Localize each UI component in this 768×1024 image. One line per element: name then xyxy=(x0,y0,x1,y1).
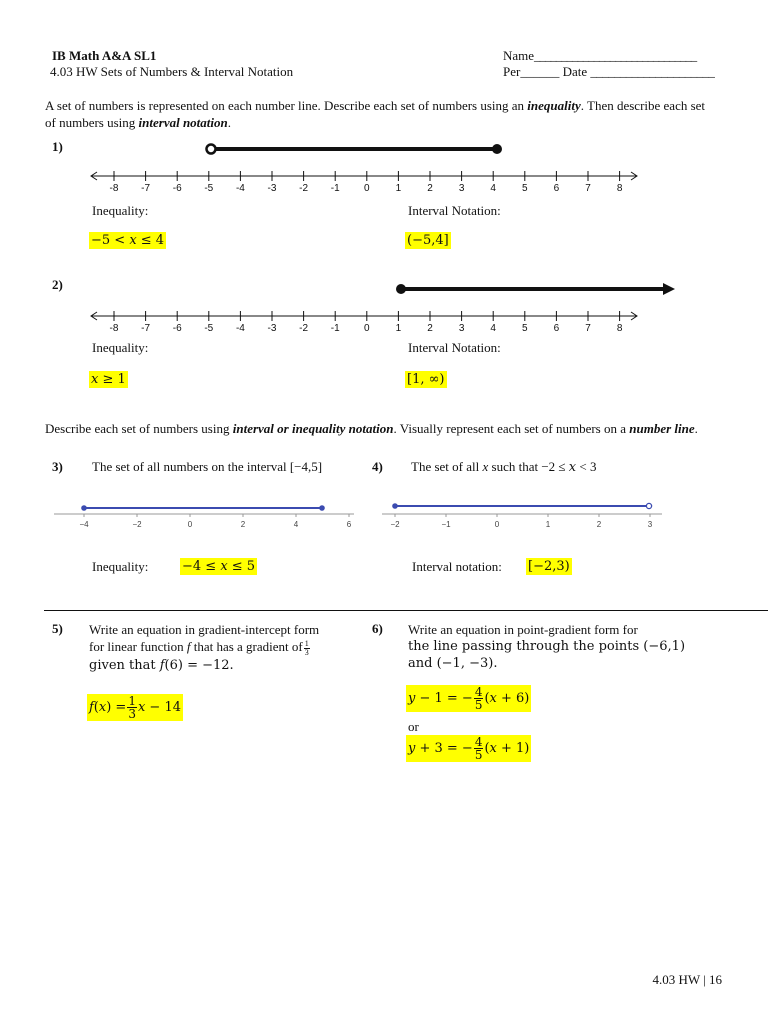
problem-2-number: 2) xyxy=(52,277,63,292)
tick-label: 1 xyxy=(395,183,402,194)
problem-5-line-2-text-b: that has a gradient of xyxy=(190,639,303,654)
part1-instr-text-a: A set of numbers is represented on each number line. Describe each set of numbers using an xyxy=(45,98,528,113)
date-blank: _____________________ xyxy=(590,64,715,79)
problem-6-ans2-post: (𝑥 + 1) xyxy=(484,741,530,756)
problem-3-answer: −4 ≤ 𝑥 ≤ 5 xyxy=(182,559,256,574)
name-label: Name xyxy=(503,48,535,63)
problem-2-inequality-label: Inequality: xyxy=(92,340,149,355)
problem-4-open-endpoint xyxy=(646,503,651,508)
problem-5-ans-pre: 𝑓(𝑥) = xyxy=(89,700,127,715)
problem-6-line-2: the line passing through the points (−6,1) xyxy=(408,639,686,654)
tick-label: -6 xyxy=(172,183,182,194)
tick-label: -3 xyxy=(267,183,277,194)
problem-2-arrow-icon xyxy=(663,283,675,295)
problem-4-answer-label: Interval notation: xyxy=(412,559,502,574)
problem-1-interval-label: Interval Notation: xyxy=(408,203,501,218)
tick-label: 4 xyxy=(490,323,496,334)
tick-label: 5 xyxy=(522,323,528,334)
tick-label: 4 xyxy=(293,520,299,529)
problem-6-line-3: and (−1, −3). xyxy=(408,656,498,671)
part2-instructions xyxy=(45,420,725,437)
problem-3-answer-label: Inequality: xyxy=(92,559,149,574)
problem-5-line-2-var: f xyxy=(186,639,191,654)
tick-label: -8 xyxy=(109,323,119,334)
tick-label: -2 xyxy=(299,183,309,194)
problem-2-interval-label: Interval Notation: xyxy=(408,340,501,355)
problem-4-ticks xyxy=(390,514,652,529)
problem-5-line-1: Write an equation in gradient-intercept form xyxy=(89,622,320,637)
per-blank: ______ xyxy=(520,64,560,79)
problem-5-ans-num: 1 xyxy=(128,694,136,708)
problem-3-ticks xyxy=(79,514,351,529)
problem-2-number-line xyxy=(85,278,685,334)
tick-label: 6 xyxy=(553,183,560,194)
problem-1-open-endpoint xyxy=(207,145,216,154)
problem-4-number: 4) xyxy=(372,459,383,474)
part2-instr-text-c: . xyxy=(694,421,698,436)
tick-label: -2 xyxy=(299,323,309,334)
tick-label: 2 xyxy=(427,323,433,334)
course-title: IB Math A&A SL1 xyxy=(52,48,157,63)
date-label: Date xyxy=(562,64,588,79)
tick-label: -5 xyxy=(204,323,214,334)
tick-label: 5 xyxy=(522,183,528,194)
problem-3-closed-left-endpoint xyxy=(81,505,87,511)
tick-label: −1 xyxy=(441,520,451,529)
tick-label: 3 xyxy=(458,323,465,334)
problem-5-ans-den: 3 xyxy=(128,707,136,721)
problem-4-prompt xyxy=(411,459,596,475)
part1-instr-text-c: . xyxy=(227,115,231,130)
problem-6-ans1-pre: 𝑦 − 1 = − xyxy=(408,691,473,706)
problem-6-answer-2 xyxy=(406,735,531,762)
problem-3-number: 3) xyxy=(52,459,63,474)
tick-label: -4 xyxy=(235,323,245,334)
problem-4-prompt-b: such that −2 ≤ 𝑥 < 3 xyxy=(488,459,597,474)
problem-5-gradient-fraction xyxy=(304,640,310,657)
tick-label: 2 xyxy=(427,183,433,194)
tick-label: -6 xyxy=(172,323,182,334)
tick-label: 1 xyxy=(395,323,402,334)
problem-5-line-2 xyxy=(89,638,359,657)
tick-label: 0 xyxy=(187,520,193,529)
problem-6-ans1-post: (𝑥 + 6) xyxy=(484,691,530,706)
problem-4-closed-endpoint xyxy=(392,503,398,509)
problem-2-interval-answer: [1, ∞) xyxy=(407,372,445,387)
tick-label: 1 xyxy=(545,520,551,529)
problem-4-answer: [−2,3) xyxy=(528,559,570,574)
tick-label: 0 xyxy=(494,520,500,529)
part1-instr-em-inequality: inequality xyxy=(527,98,581,113)
tick-label: 8 xyxy=(616,323,623,334)
part2-instr-text-a: Describe each set of numbers using xyxy=(45,421,233,436)
problem-6-ans2-pre: 𝑦 + 3 = − xyxy=(408,741,473,756)
per-date-line xyxy=(503,64,714,80)
section-divider xyxy=(44,610,768,611)
tick-label: 6 xyxy=(553,323,560,334)
problem-1-inequality-label: Inequality: xyxy=(92,203,149,218)
tick-label: 0 xyxy=(364,323,370,334)
assignment-title: 4.03 HW Sets of Numbers & Interval Notation xyxy=(50,64,294,79)
tick-label: 4 xyxy=(490,183,496,194)
problem-6-ans2-num: 4 xyxy=(474,735,483,749)
tick-label: 6 xyxy=(346,520,352,529)
tick-label: 7 xyxy=(585,183,591,194)
problem-5-ans-post: 𝑥 − 14 xyxy=(137,700,181,715)
name-blank: ______________________________ xyxy=(534,48,697,63)
tick-label: -4 xyxy=(235,183,245,194)
problem-3-closed-right-endpoint xyxy=(319,505,325,511)
problem-1-number-line xyxy=(85,138,655,194)
problem-2-closed-endpoint xyxy=(396,284,406,294)
problem-5-prompt xyxy=(89,621,359,674)
tick-label: 3 xyxy=(458,183,465,194)
problem-6-prompt xyxy=(408,621,708,672)
problem-1-ticks xyxy=(91,171,637,194)
tick-label: 8 xyxy=(616,183,623,194)
problem-6-ans1-num: 4 xyxy=(474,685,483,699)
tick-label: -8 xyxy=(109,183,119,194)
part2-instr-em-number-line: number line xyxy=(629,421,695,436)
tick-label: −4 xyxy=(79,520,89,529)
problem-6-ans1-den: 5 xyxy=(474,698,483,712)
page-footer: 4.03 HW | 16 xyxy=(652,972,722,987)
problem-5-answer xyxy=(87,694,183,721)
problem-6-answer-1 xyxy=(406,685,531,712)
problem-6-or: or xyxy=(408,719,419,734)
tick-label: 0 xyxy=(364,183,370,194)
problem-6-line-1: Write an equation in point-gradient form for xyxy=(408,622,638,637)
per-label: Per xyxy=(503,64,521,79)
tick-label: 7 xyxy=(585,323,591,334)
problem-3-number-line xyxy=(52,500,357,536)
problem-4-number-line xyxy=(380,498,665,534)
tick-label: -1 xyxy=(330,323,340,334)
problem-2-inequality-answer: 𝑥 ≥ 1 xyxy=(91,372,126,387)
problem-4-prompt-var: x xyxy=(482,459,489,474)
tick-label: -1 xyxy=(330,183,340,194)
tick-label: -5 xyxy=(204,183,214,194)
problem-5-line-2-text: for linear function xyxy=(89,639,187,654)
problem-1-closed-endpoint xyxy=(492,144,502,154)
tick-label: -7 xyxy=(141,183,151,194)
problem-6-number: 6) xyxy=(372,621,383,636)
problem-1-number: 1) xyxy=(52,139,63,154)
problem-5-line-3: given that 𝑓(6) = −12. xyxy=(89,657,234,673)
problem-5-number: 5) xyxy=(52,621,63,636)
tick-label: -7 xyxy=(141,323,151,334)
tick-label: 2 xyxy=(240,520,246,529)
tick-label: -3 xyxy=(267,323,277,334)
problem-3-prompt: The set of all numbers on the interval [−4,5] xyxy=(92,459,323,474)
problem-5-frac-den: 3 xyxy=(304,647,309,657)
part2-instr-em-notation: interval or inequality notation xyxy=(232,421,394,436)
tick-label: −2 xyxy=(390,520,400,529)
problem-5-frac-num: 1 xyxy=(304,638,309,648)
problem-1-interval-answer: (−5,4] xyxy=(407,233,449,248)
problem-6-ans2-den: 5 xyxy=(474,748,483,762)
part1-instr-em-interval: interval notation xyxy=(138,115,228,130)
name-line xyxy=(503,48,696,64)
problem-4-prompt-a: The set of all xyxy=(411,459,483,474)
tick-label: −2 xyxy=(132,520,142,529)
part1-instr-text-b: . Then describe each set of numbers using xyxy=(45,98,706,130)
part2-instr-text-b: . Visually represent each set of numbers on a xyxy=(393,421,630,436)
part1-instructions xyxy=(45,97,715,131)
problem-2-ticks xyxy=(91,311,637,334)
problem-1-inequality-answer: −5 < 𝑥 ≤ 4 xyxy=(91,233,165,248)
tick-label: 2 xyxy=(596,520,602,529)
problem-6-ans1-fraction xyxy=(474,686,484,711)
problem-5-ans-fraction xyxy=(127,695,137,720)
problem-6-ans2-fraction xyxy=(474,736,484,761)
tick-label: 3 xyxy=(647,520,653,529)
